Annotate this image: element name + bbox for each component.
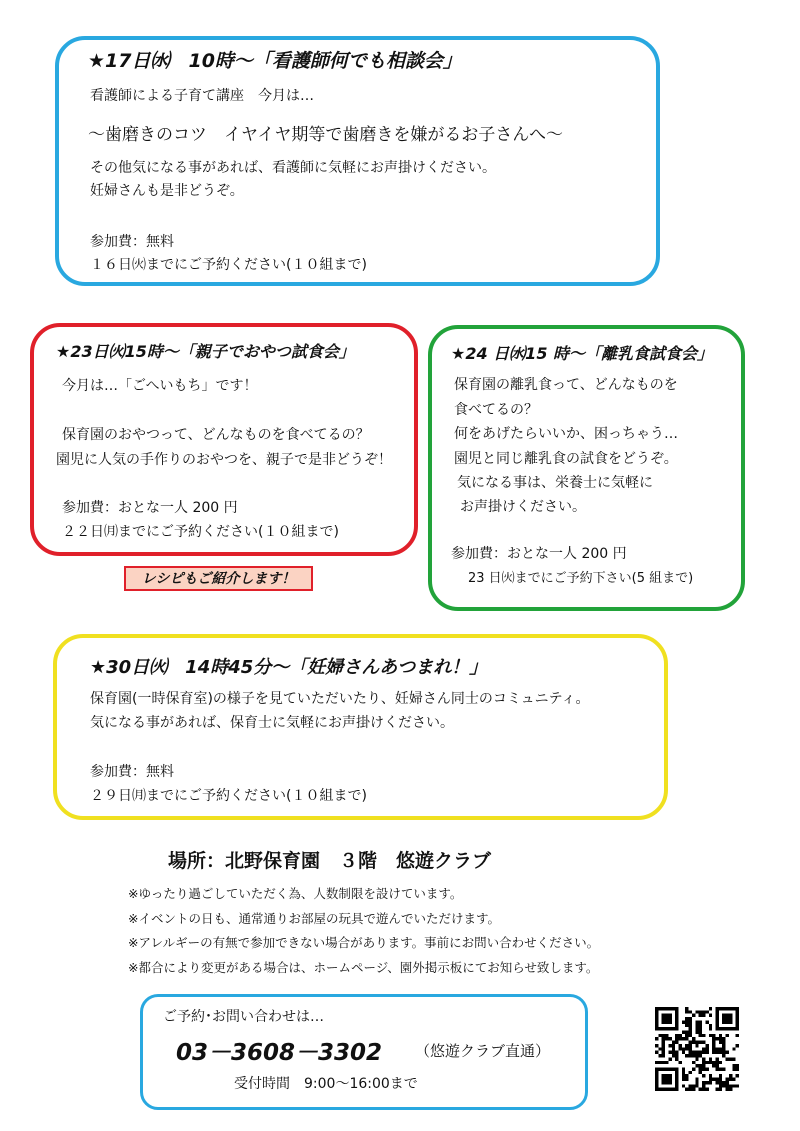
event-topic: ～歯磨きのコツ イヤイヤ期等で歯磨きを嫌がるお子さんへ～: [88, 125, 563, 145]
event-reserve: 23 日㈫までにご予約下さい(5 組まで): [468, 571, 694, 586]
event-text: 妊婦さんも是非どうぞ。: [90, 183, 244, 199]
qr-code-icon[interactable]: [655, 1007, 739, 1091]
event-title: ★23日㈫15時～「親子でおやつ試食会」: [56, 342, 355, 361]
contact-phone[interactable]: 03－3608－3302: [176, 1040, 383, 1066]
event-text: 園児と同じ離乳食の試食をどうぞ。: [454, 451, 678, 467]
event-reserve: ２２日㈪までにご予約ください(１０組まで): [62, 524, 339, 540]
note-item: ※ゆったり過ごしていただく為、人数制限を設けています。: [128, 886, 463, 901]
event-text: 保育園のおやつって、どんなものを食べてるの？: [62, 427, 370, 443]
event-fee: 参加費：おとな一人 200 円: [451, 546, 627, 562]
event-text: 気になる事があれば、保育士に気軽にお声掛けください。: [90, 715, 454, 731]
event-text: 今月は…「ごへいもち」です！: [62, 378, 258, 394]
event-title: ★24 日㈬15 時～「離乳食試食会」: [451, 344, 714, 363]
event-title: ★17日㈬ 10時～「看護師何でも相談会」: [88, 50, 462, 72]
contact-hours: 受付時間 9:00～16:00まで: [234, 1076, 418, 1092]
contact-heading: ご予約･お問い合わせは…: [163, 1009, 324, 1025]
event-title: ★30日㈫ 14時45分～「妊婦さんあつまれ！」: [90, 657, 488, 678]
note-item: ※都合により変更がある場合は、ホームページ、園外掲示板にてお知らせ致します。: [128, 960, 599, 975]
event-text: 食べてるの？: [454, 402, 538, 418]
event-text: 園児に人気の手作りのおやつを、親子で是非どうぞ！: [56, 452, 392, 468]
event-fee: 参加費：無料: [90, 764, 174, 780]
recipe-badge: レシピもご紹介します！: [124, 566, 313, 591]
event-text: 看護師による子育て講座 今月は…: [90, 88, 314, 104]
event-text: 保育園の離乳食って、どんなものを: [454, 377, 678, 393]
contact-phone-note: （悠遊クラブ直通）: [415, 1042, 551, 1060]
venue: 場所：北野保育園 ３階 悠遊クラブ: [168, 850, 492, 872]
note-item: ※イベントの日も、通常通りお部屋の玩具で遊んでいただけます。: [128, 911, 500, 926]
event-text: お声掛けください。: [460, 499, 586, 515]
event-fee: 参加費：おとな一人 200 円: [62, 500, 238, 516]
event-text: その他気になる事があれば、看護師に気軽にお声掛けください。: [90, 160, 496, 176]
event-text: 気になる事は、栄養士に気軽に: [457, 475, 653, 491]
event-reserve: １６日㈫までにご予約ください(１０組まで): [90, 257, 367, 273]
event-reserve: ２９日㈪までにご予約ください(１０組まで): [90, 788, 367, 804]
event-fee: 参加費：無料: [90, 234, 174, 250]
event-text: 保育園(一時保育室)の様子を見ていただいたり、妊婦さん同士のコミュニティ。: [90, 691, 590, 707]
note-item: ※アレルギーの有無で参加できない場合があります。事前にお問い合わせください。: [128, 935, 600, 950]
event-text: 何をあげたらいいか、困っちゃう…: [454, 426, 678, 442]
